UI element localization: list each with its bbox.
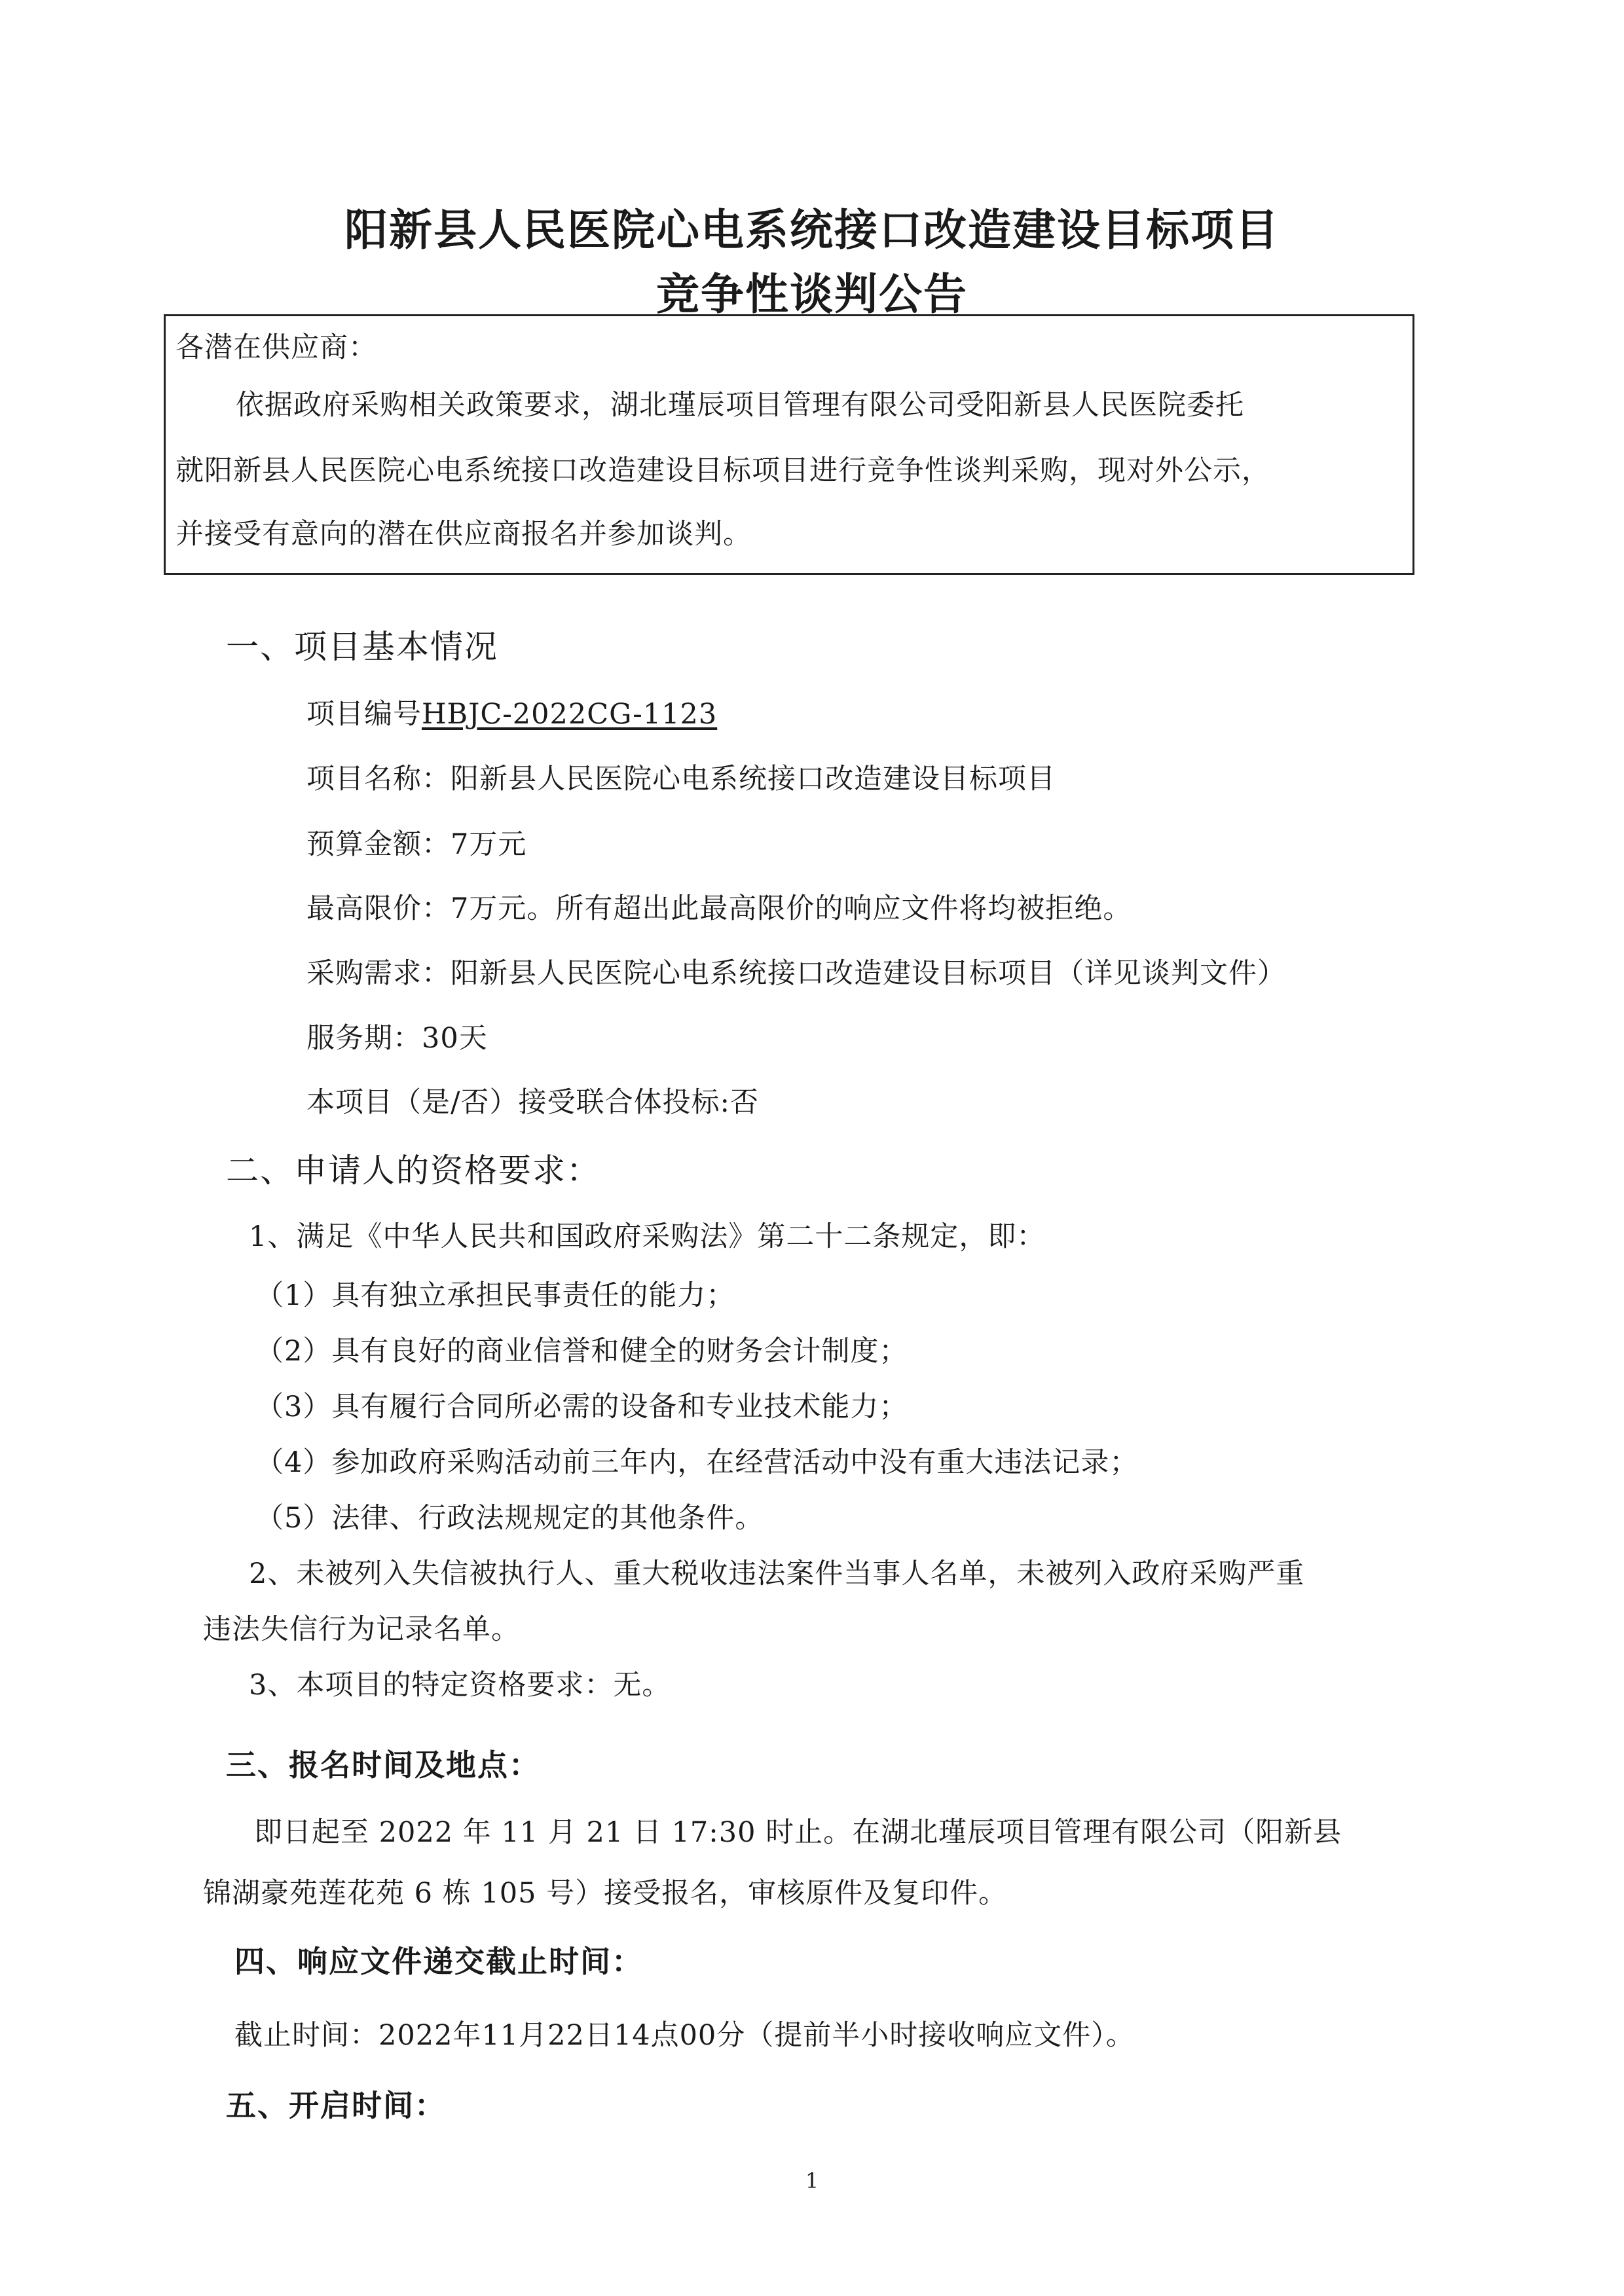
qualification-item-2-line-1: 2、未被列入失信被执行人、重大税收违法案件当事人名单，未被列入政府采购严重 [249, 1558, 1305, 1590]
service-period: 服务期：30天 [306, 1022, 488, 1055]
submission-deadline: 截止时间：2022年11月22日14点00分（提前半小时接收响应文件）。 [234, 2019, 1135, 2052]
joint-bid: 本项目（是/否）接受联合体投标:否 [306, 1086, 759, 1119]
section-3-heading: 三、报名时间及地点： [226, 1747, 540, 1783]
page-number: 1 [805, 2168, 819, 2193]
project-name: 项目名称：阳新县人民医院心电系统接口改造建设目标项目 [306, 763, 1056, 795]
registration-line-2: 锦湖豪苑莲花苑 6 栋 105 号）接受报名，审核原件及复印件。 [203, 1877, 1008, 1910]
document-subtitle: 竞争性谈判公告 [656, 269, 968, 319]
qualification-sub-3: （3）具有履行合同所必需的设备和专业技术能力； [255, 1391, 908, 1423]
qualification-sub-4: （4）参加政府采购活动前三年内，在经营活动中没有重大违法记录； [255, 1446, 1139, 1479]
section-5-heading: 五、开启时间： [226, 2088, 446, 2123]
registration-line-1: 即日起至 2022 年 11 月 21 日 17:30 时止。在湖北瑾辰项目管理有限公司（阳新县 [254, 1816, 1342, 1849]
addressee: 各潜在供应商： [175, 331, 377, 364]
project-number-label: 项目编号 [306, 698, 422, 731]
section-4-heading: 四、响应文件递交截止时间： [234, 1944, 643, 1979]
intro-line-2: 就阳新县人民医院心电系统接口改造建设目标项目进行竞争性谈判采购，现对外公示， [175, 454, 1270, 487]
procurement-requirement: 采购需求：阳新县人民医院心电系统接口改造建设目标项目（详见谈判文件） [306, 957, 1286, 990]
document-title: 阳新县人民医院心电系统接口改造建设目标项目 [344, 205, 1280, 255]
max-price: 最高限价：7万元。所有超出此最高限价的响应文件将均被拒绝。 [306, 892, 1132, 925]
budget: 预算金额：7万元 [306, 828, 527, 861]
qualification-sub-1: （1）具有独立承担民事责任的能力； [255, 1279, 735, 1312]
project-number: HBJC-2022CG-1123 [422, 698, 718, 731]
qualification-sub-5: （5）法律、行政法规规定的其他条件。 [255, 1502, 764, 1535]
qualification-sub-2: （2）具有良好的商业信誉和健全的财务会计制度； [255, 1335, 908, 1368]
qualification-item-1: 1、满足《中华人民共和国政府采购法》第二十二条规定，即： [249, 1220, 1046, 1253]
qualification-item-3: 3、本项目的特定资格要求：无。 [249, 1669, 671, 1702]
qualification-item-2-line-2: 违法失信行为记录名单。 [203, 1613, 520, 1646]
intro-line-3: 并接受有意向的潜在供应商报名并参加谈判。 [175, 518, 752, 551]
project-number-row [306, 692, 717, 732]
intro-line-1: 依据政府采购相关政策要求，湖北瑾辰项目管理有限公司受阳新县人民医院委托 [236, 389, 1244, 422]
section-1-heading: 一、项目基本情况 [226, 628, 498, 666]
section-2-heading: 二、申请人的资格要求： [226, 1152, 600, 1190]
